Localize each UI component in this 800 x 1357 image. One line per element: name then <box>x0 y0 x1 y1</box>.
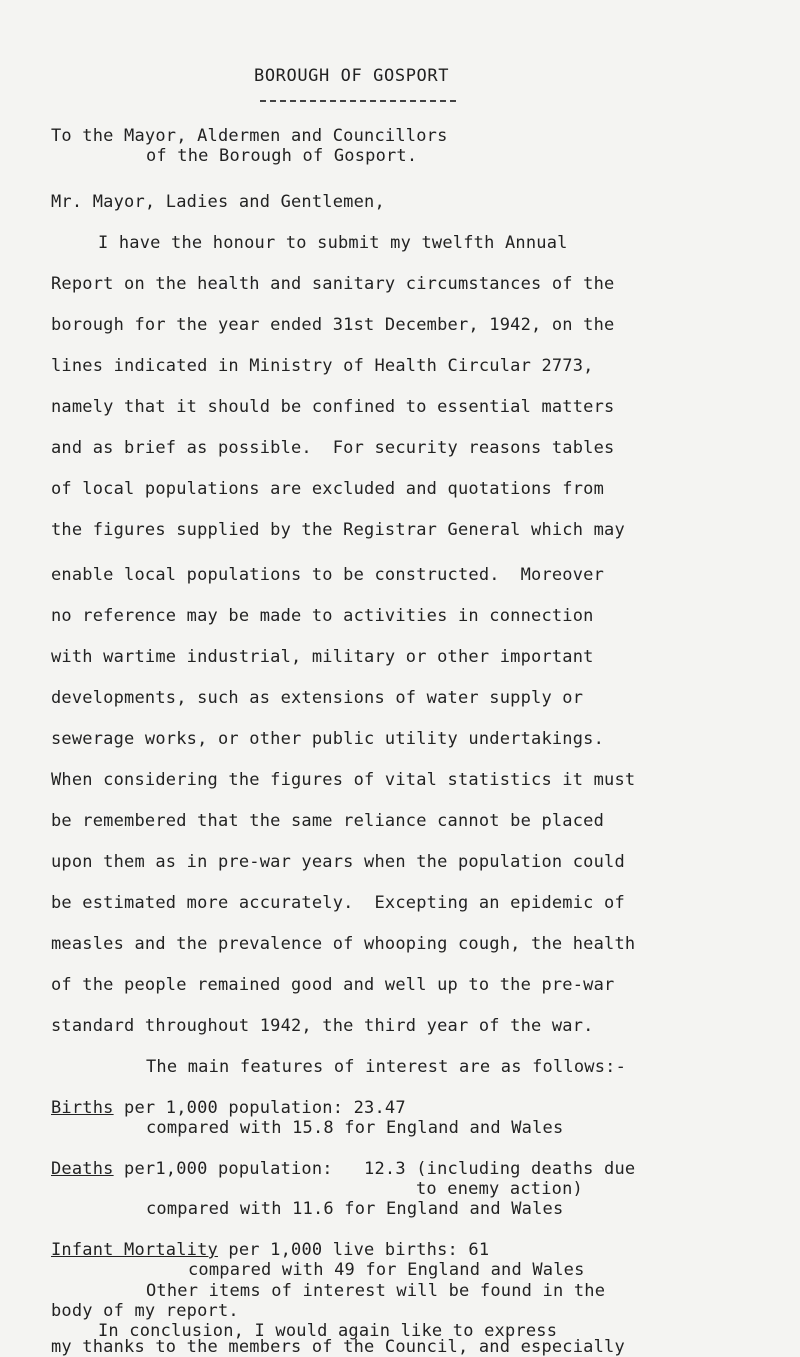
deaths-note: to enemy action) <box>416 1179 583 1199</box>
paragraph-line: enable local populations to be constructed. Moreover <box>51 565 605 585</box>
paragraph-line: When considering the figures of vital statistics it must <box>51 770 636 790</box>
births-label: Births <box>51 1098 114 1118</box>
salutation: Mr. Mayor, Ladies and Gentlemen, <box>51 192 385 212</box>
paragraph-line: of local populations are excluded and quotations from <box>51 479 605 499</box>
paragraph-line: and as brief as possible. For security reasons tables <box>51 438 615 458</box>
births-value: per 1,000 population: 23.47 <box>113 1098 406 1118</box>
features-intro: The main features of interest are as follows:- <box>146 1057 627 1077</box>
infant-mortality-comparison: compared with 49 for England and Wales <box>188 1260 585 1280</box>
paragraph-line: upon them as in pre-war years when the population could <box>51 852 625 872</box>
births-comparison: compared with 15.8 for England and Wales <box>146 1118 564 1138</box>
paragraph-line: standard throughout 1942, the third year of the war. <box>51 1016 594 1036</box>
paragraph-line: namely that it should be confined to essential matters <box>51 397 615 417</box>
paragraph-line: Report on the health and sanitary circumstances of the <box>51 274 615 294</box>
paragraph-line: no reference may be made to activities in connection <box>51 606 594 626</box>
paragraph-line: be estimated more accurately. Excepting an epidemic of <box>51 893 625 913</box>
addressee-line-1: To the Mayor, Aldermen and Councillors <box>51 126 448 146</box>
closing-line: Other items of interest will be found in the <box>146 1281 606 1301</box>
paragraph-line: borough for the year ended 31st December, 1942, on the <box>51 315 615 335</box>
closing-line: body of my report. <box>51 1301 239 1321</box>
addressee-line-2: of the Borough of Gosport. <box>146 146 418 166</box>
infant-mortality-statistic <box>51 1240 489 1260</box>
deaths-comparison: compared with 11.6 for England and Wales <box>146 1199 564 1219</box>
paragraph-line: developments, such as extensions of water supply or <box>51 688 584 708</box>
deaths-label: Deaths <box>51 1159 114 1179</box>
document-title: BOROUGH OF GOSPORT <box>254 66 450 86</box>
infant-mortality-label: Infant Mortality <box>51 1240 218 1260</box>
births-statistic <box>51 1098 406 1118</box>
paragraph-line: I have the honour to submit my twelfth Annual <box>98 233 568 253</box>
paragraph-line: with wartime industrial, military or other important <box>51 647 594 667</box>
paragraph-line: sewerage works, or other public utility undertakings. <box>51 729 605 749</box>
paragraph-line: be remembered that the same reliance cannot be placed <box>51 811 605 831</box>
deaths-value: per1,000 population: 12.3 (including deaths due <box>113 1159 636 1179</box>
infant-mortality-value: per 1,000 live births: 61 <box>217 1240 490 1260</box>
title-underline <box>260 100 456 102</box>
paragraph-line: lines indicated in Ministry of Health Circular 2773, <box>51 356 594 376</box>
paragraph-line: measles and the prevalence of whooping cough, the health <box>51 934 636 954</box>
closing-line: In conclusion, I would again like to express <box>98 1321 558 1341</box>
deaths-statistic <box>51 1159 635 1179</box>
paragraph-line: the figures supplied by the Registrar General which may <box>51 520 625 540</box>
closing-line: my thanks to the members of the Council, and especially <box>51 1337 625 1357</box>
paragraph-line: of the people remained good and well up to the pre-war <box>51 975 615 995</box>
